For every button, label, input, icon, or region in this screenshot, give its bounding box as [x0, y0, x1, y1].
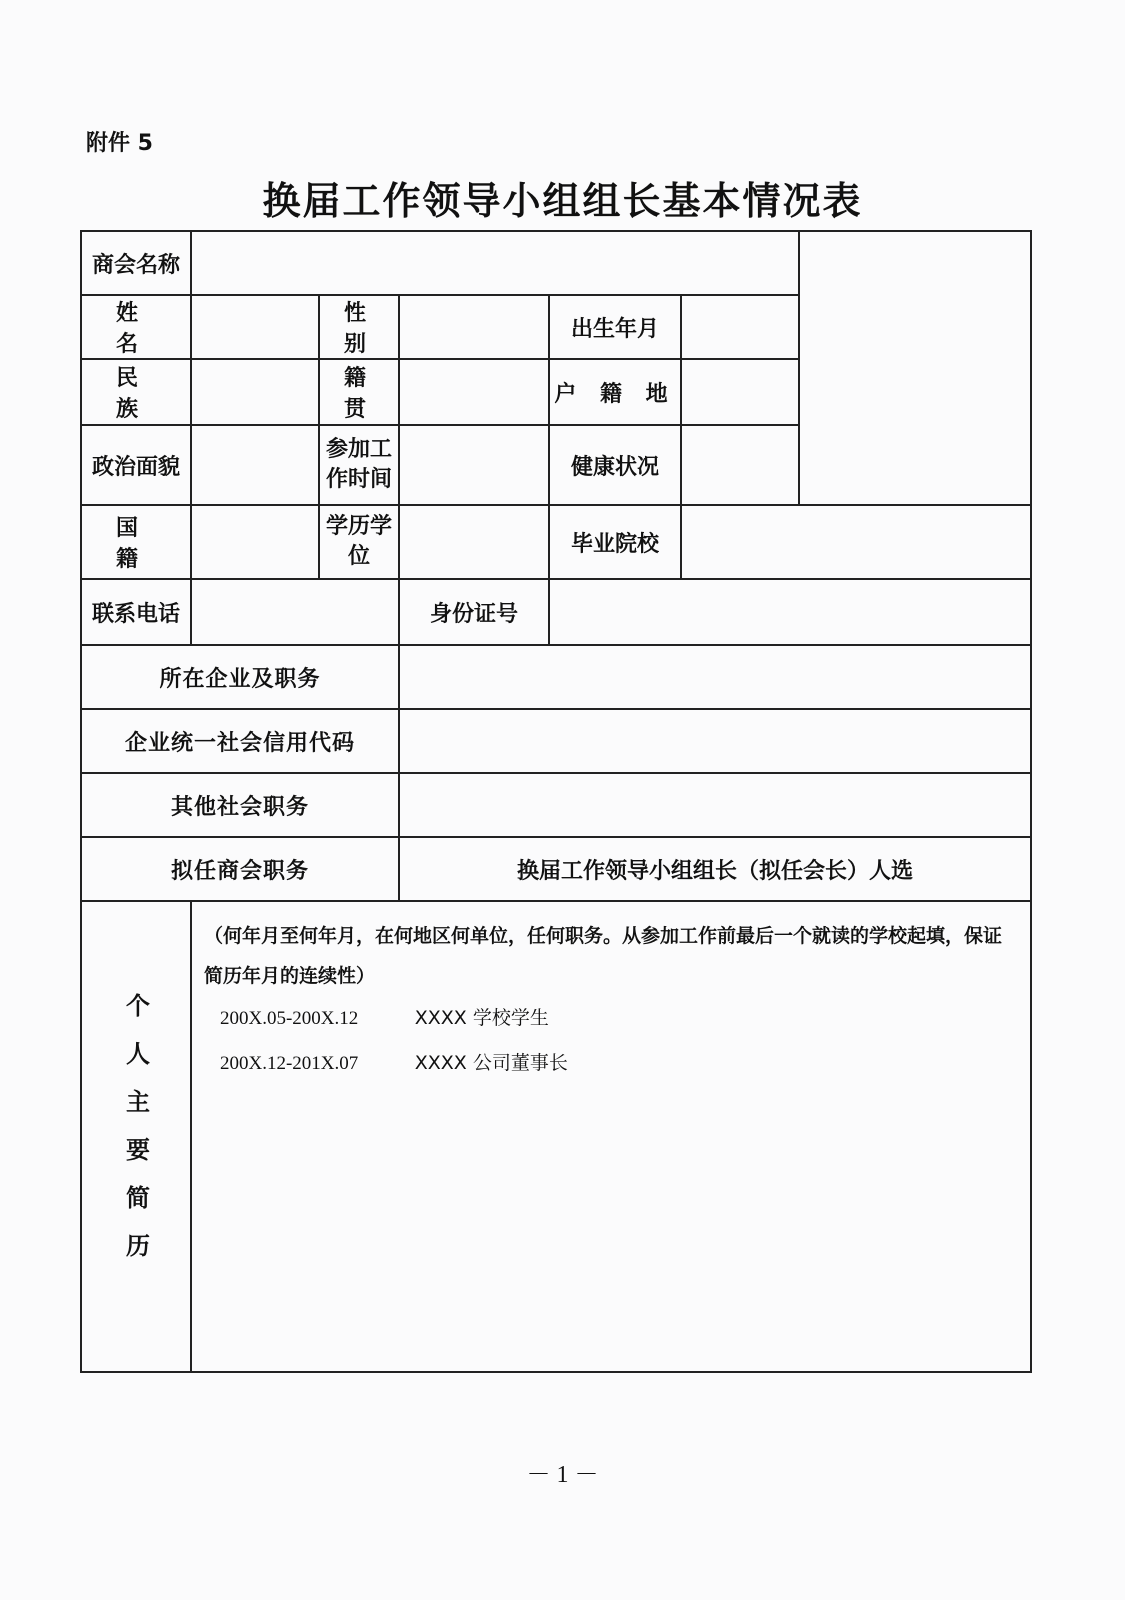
resume-label-cell — [81, 901, 191, 1372]
native-place-label: 籍 贯 — [319, 359, 399, 425]
resume-period: 200X.05-200X.12 — [220, 1008, 359, 1029]
school-label: 毕业院校 — [549, 505, 681, 579]
proposed-post-value: 换届工作领导小组组长（拟任会长）人选 — [399, 837, 1031, 901]
proposed-post-label: 拟任商会职务 — [81, 837, 399, 901]
other-posts-field[interactable] — [399, 773, 1031, 837]
credit-code-field[interactable] — [399, 709, 1031, 773]
credit-code-label: 企业统一社会信用代码 — [81, 709, 399, 773]
household-label: 户 籍 地 — [549, 359, 681, 425]
chamber-name-field[interactable] — [191, 231, 799, 295]
birth-field[interactable] — [681, 295, 799, 359]
work-start-label: 参加工作时间 — [319, 425, 399, 505]
annex-label: 附件 5 — [86, 131, 153, 156]
health-label: 健康状况 — [549, 425, 681, 505]
nationality-label: 国 籍 — [81, 505, 191, 579]
political-status-label: 政治面貌 — [81, 425, 191, 505]
page-title: 换届工作领导小组组长基本情况表 — [262, 179, 863, 223]
ethnicity-label: 民 族 — [81, 359, 191, 425]
chamber-name-label: 商会名称 — [81, 231, 191, 295]
company-label: 所在企业及职务 — [81, 645, 399, 709]
native-place-field[interactable] — [399, 359, 549, 425]
resume-field[interactable] — [191, 901, 1031, 1372]
work-start-field[interactable] — [399, 425, 549, 505]
info-table — [80, 230, 1032, 1373]
name-field[interactable] — [191, 295, 319, 359]
resume-entry — [204, 996, 1018, 1041]
info-form — [80, 230, 1030, 1373]
company-field[interactable] — [399, 645, 1031, 709]
photo-cell[interactable] — [799, 231, 1031, 505]
name-label: 姓 名 — [81, 295, 191, 359]
nationality-field[interactable] — [191, 505, 319, 579]
resume-label: 个人主要简历 — [121, 992, 150, 1281]
resume-hint: （何年月至何年月，在何地区何单位，任何职务。从参加工作前最后一个就读的学校起填，保证简历年月的连续性） — [204, 925, 1003, 987]
phone-label: 联系电话 — [81, 579, 191, 645]
health-field[interactable] — [681, 425, 799, 505]
id-number-label: 身份证号 — [399, 579, 549, 645]
phone-field[interactable] — [191, 579, 399, 645]
resume-entry — [204, 1041, 1018, 1086]
other-posts-label: 其他社会职务 — [81, 773, 399, 837]
education-label: 学历学位 — [319, 505, 399, 579]
political-status-field[interactable] — [191, 425, 319, 505]
id-number-field[interactable] — [549, 579, 1031, 645]
school-field[interactable] — [681, 505, 1031, 579]
gender-label: 性 别 — [319, 295, 399, 359]
resume-period: 200X.12-201X.07 — [220, 1053, 359, 1074]
gender-field[interactable] — [399, 295, 549, 359]
ethnicity-field[interactable] — [191, 359, 319, 425]
education-field[interactable] — [399, 505, 549, 579]
birth-label: 出生年月 — [549, 295, 681, 359]
household-field[interactable] — [681, 359, 799, 425]
page-number: － 1 － — [526, 1462, 599, 1488]
resume-org: XXXX 公司董事长 — [414, 1052, 568, 1074]
resume-org: XXXX 学校学生 — [414, 1007, 549, 1029]
